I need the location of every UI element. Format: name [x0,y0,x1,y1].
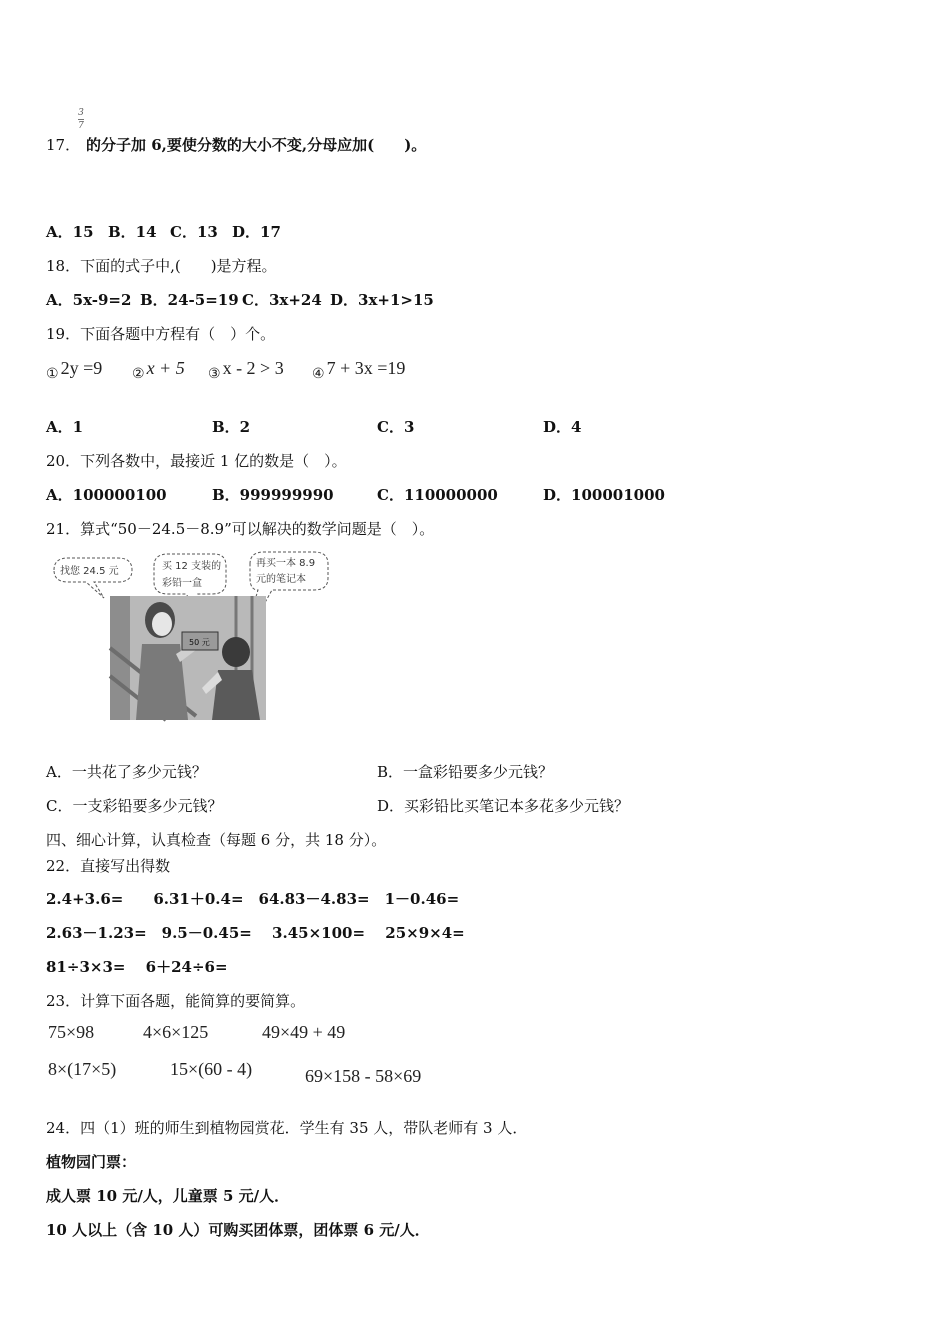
q24-line-3: 成人票 10 元/人，儿童票 5 元/人． [46,1187,290,1205]
q18-option-b[interactable]: B．24-5=19 [140,291,239,309]
q23-expr-5: 15×(60 - 4) [170,1059,253,1079]
q21-bubble-1: 找您 24.5 元 [60,566,119,577]
q17-option-a[interactable]: A．15 [46,223,94,241]
q24-line-1: 24．四（1）班的师生到植物园赏花．学生有 35 人，带队老师有 3 人． [46,1119,528,1137]
q24-line-4: 10 人以上（含 10 人）可购买团体票，团体票 6 元/人． [46,1221,430,1239]
q18-option-d[interactable]: D．3x+1>15 [330,291,434,309]
q20-text: 20．下列各数中，最接近 1 亿的数是（ ）。 [46,452,347,470]
q19-option-c[interactable]: C．3 [377,418,415,436]
q20-option-a[interactable]: A．100000100 [46,486,167,504]
q24-line-2: 植物园门票： [46,1153,137,1171]
q19-option-d[interactable]: D．4 [543,418,582,436]
q20-option-d[interactable]: D．100001000 [543,486,665,504]
q18-text: 18．下面的式子中,( )是方程。 [46,257,277,275]
q23-expr-4: 8×(17×5) [48,1059,117,1079]
q23-text: 23．计算下面各题，能简算的要简算。 [46,992,306,1010]
q23-expr-6: 69×158 - 58×69 [305,1066,422,1086]
q20-option-c[interactable]: C．110000000 [377,486,498,504]
q18-option-c[interactable]: C．3x+24 [242,291,322,309]
q21-illustration [46,548,346,726]
q20-option-b[interactable]: B．999999990 [212,486,334,504]
q19-item-2: $_②$ x + 5 [132,358,185,382]
q17-option-b[interactable]: B．14 [108,223,157,241]
q19-item-3: $_③$ x - 2 > 3 [208,358,284,382]
q22-row-1: 2.4+3.6= 6.31＋0.4= 64.83－4.83= 1－0.46= [46,890,460,908]
q17-text: 的分子加 6,要使分数的大小不变,分母应加( )。 [86,136,427,154]
q22-text: 22．直接写出得数 [46,857,171,875]
q17-option-c[interactable]: C．13 [170,223,218,241]
q17-number: 17． [46,136,81,154]
q22-row-2: 2.63－1.23= 9.5－0.45= 3.45×100= 25×9×4= [46,924,465,942]
q19-option-b[interactable]: B．2 [212,418,251,436]
q23-expr-1: 75×98 [48,1022,95,1042]
q17-fraction: 3 7 [78,108,84,131]
section4-heading: 四、细心计算，认真检查（每题 6 分，共 18 分）。 [46,831,387,849]
q21-bubble-3: 彩铅一盒 [162,578,202,589]
q21-option-a[interactable]: A．一共花了多少元钱？ [46,763,207,781]
q17-option-d[interactable]: D．17 [232,223,281,241]
q21-bubble-4: 再买一本 8.9 [256,558,316,569]
q19-option-a[interactable]: A．1 [46,418,84,436]
q21-option-d[interactable]: D．买彩铅比买笔记本多花多少元钱？ [377,797,630,815]
q21-text: 21．算式“50－24.5－8.9”可以解决的数学问题是（ ）。 [46,520,435,538]
q21-bubble-5: 元的笔记本 [256,574,306,585]
q21-bubble-2: 买 12 支装的 [162,561,222,572]
q19-item-4: $_④$ 7 + 3x =19 [312,358,406,382]
q18-option-a[interactable]: A．5x-9=2 [46,291,132,309]
q21-option-b[interactable]: B．一盒彩铅要多少元钱？ [377,763,554,781]
q21-option-c[interactable]: C．一支彩铅要多少元钱？ [46,797,223,815]
q19-item-1: $_①$ 2y =9 [46,358,103,382]
q19-text: 19．下面各题中方程有（ ）个。 [46,325,276,343]
q21-money-sign: 50 元 [189,638,210,647]
q23-expr-2: 4×6×125 [143,1022,209,1042]
q22-row-3: 81÷3×3= 6＋24÷6= [46,958,228,976]
q23-expr-3: 49×49 + 49 [262,1022,346,1042]
